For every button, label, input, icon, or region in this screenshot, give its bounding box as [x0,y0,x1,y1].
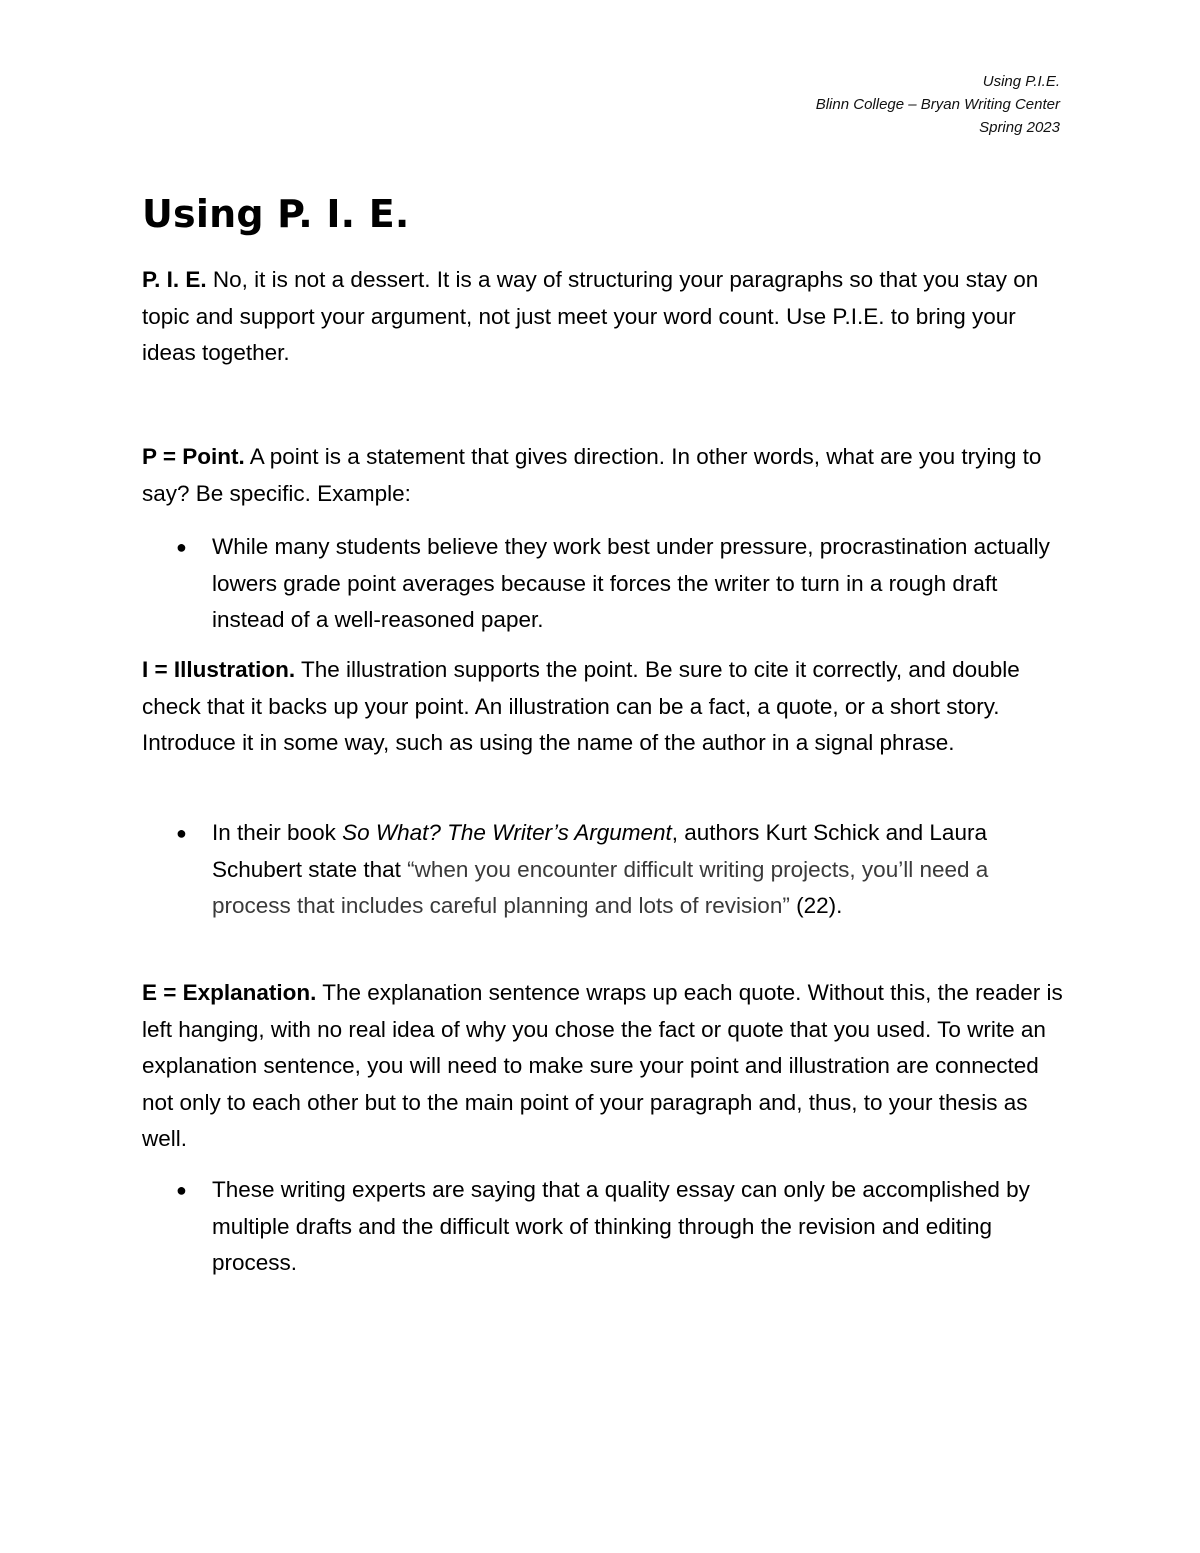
header-organization: Blinn College – Bryan Writing Center [815,96,1060,113]
explanation-example-text: These writing experts are saying that a quality essay can only be accomplished by multiple drafts and the difficult work of thinking through the revision and editing process. [212,1177,1030,1275]
illustration-text: The illustration supports the point. Be sure to cite it correctly, and double check that it backs up your point. An illustration can be a fact, a quote, or a short story. Introduce it in some way, such as using the name of the author in a signal phrase. [142,657,1020,755]
page-title: Using P. I. E. [142,192,410,236]
book-title: So What? The Writer’s Argument [342,820,672,845]
intro-lead: P. I. E. [142,267,207,292]
explanation-paragraph [142,975,1072,1158]
bullet-dot-icon: ● [176,537,187,557]
point-text: A point is a statement that gives direction. In other words, what are you trying to say? Be specific. Example: [142,444,1042,506]
bullet-dot-icon: ● [176,823,187,843]
header-term: Spring 2023 [979,119,1060,136]
point-paragraph [142,439,1072,512]
point-example-text: While many students believe they work best under pressure, procrastination actually lowers grade point averages because it forces the writer to turn in a rough draft instead of a well-reasoned paper. [212,534,1050,632]
point-example-item [176,529,1062,639]
intro-paragraph [142,262,1072,372]
illustration-example-item [176,815,1062,925]
header-title: Using P.I.E. [982,73,1060,90]
citation: (22). [789,893,843,918]
illustration-example-mid: , authors Kurt Schick and Laura Schubert state that [212,820,987,882]
illustration-example-before: In their book [212,820,343,845]
quoted-passage: “when you encounter difficult writing projects, you’ll need a process that includes careful planning and lots of revision” [212,856,989,918]
running-header [816,70,1060,139]
explanation-text: The explanation sentence wraps up each quote. Without this, the reader is left hanging, with no real idea of why you chose the fact or quote that you used. To write an explanation sentence, you will need to make sure your point and illustration are connected not only to each other but to the main point of your paragraph and, thus, to your thesis as well. [142,980,1063,1151]
point-lead: P = Point. [142,444,245,469]
explanation-example-item [176,1172,1062,1282]
illustration-lead: I = Illustration. [142,657,296,682]
illustration-paragraph [142,652,1072,762]
bullet-dot-icon: ● [176,1180,187,1200]
explanation-lead: E = Explanation. [142,980,317,1005]
intro-text: No, it is not a dessert. It is a way of structuring your paragraphs so that you stay on topic and support your argument, not just meet your word count. Use P.I.E. to bring your ideas together. [142,267,1039,365]
